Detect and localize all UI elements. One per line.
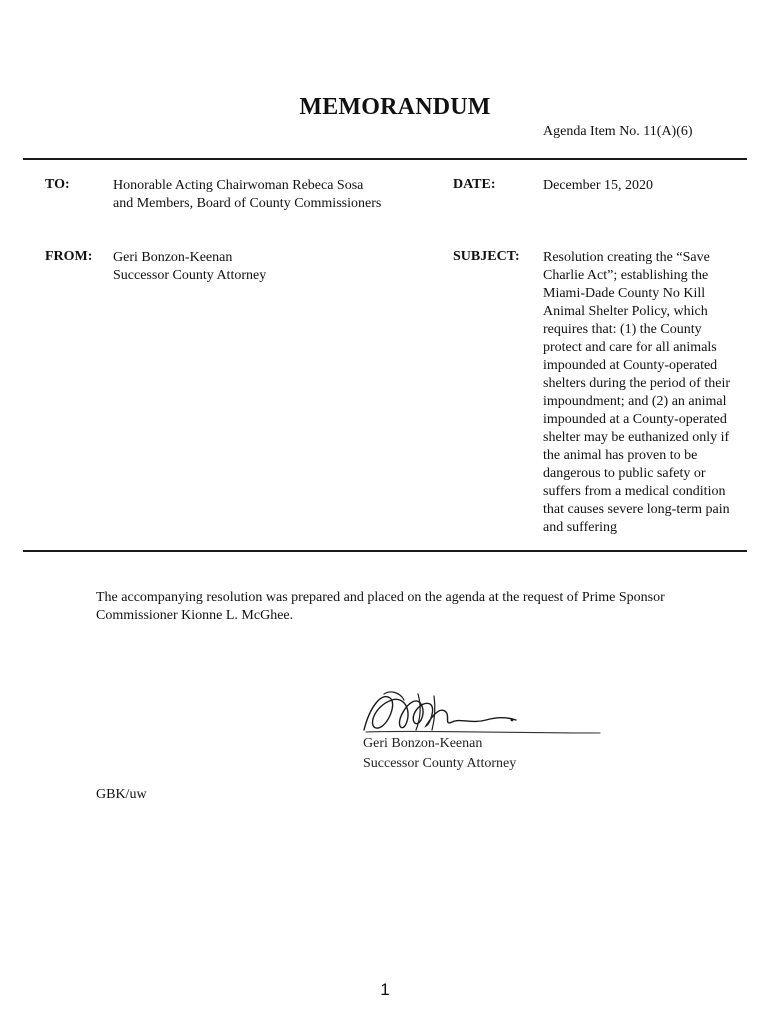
- subject-line: and suffering: [543, 520, 617, 535]
- signature-dot: [511, 719, 514, 722]
- subject-line: that causes severe long-term pain: [543, 502, 730, 517]
- date-value: December 15, 2020: [543, 178, 654, 193]
- signatory-title: Successor County Attorney: [363, 756, 517, 771]
- handwritten-signature: [360, 686, 602, 738]
- header-divider: [23, 158, 747, 160]
- date-label: DATE:: [453, 177, 496, 192]
- subject-line: protect and care for all animals: [543, 340, 717, 355]
- signatory-block: [363, 734, 516, 774]
- subject-line: Miami-Dade County No Kill: [543, 286, 706, 301]
- to-line: Honorable Acting Chairwoman Rebeca Sosa: [113, 178, 364, 193]
- subject-line: Charlie Act”; establishing the: [543, 268, 709, 283]
- subject-line: the animal has proven to be: [543, 448, 698, 463]
- agenda-item-number: Agenda Item No. 11(A)(6): [543, 124, 693, 139]
- memo-title: MEMORANDUM: [299, 94, 491, 120]
- body-line: Commissioner Kionne L. McGhee.: [96, 608, 294, 623]
- memo-body-paragraph: [96, 589, 736, 625]
- subject-line: shelter may be euthanized only if: [543, 430, 730, 445]
- subject-text: [543, 249, 753, 537]
- subject-line: dangerous to public safety or: [543, 466, 706, 481]
- page-number: 1: [380, 980, 390, 999]
- subject-line: impounded at a County-operated: [543, 412, 727, 427]
- body-line: The accompanying resolution was prepared and placed on the agenda at the request of Prime Sponsor: [96, 590, 665, 605]
- subject-line: Resolution creating the “Save: [543, 250, 710, 265]
- typist-initials: GBK/uw: [96, 787, 147, 802]
- body-divider: [23, 550, 747, 552]
- subject-line: impounded at County-operated: [543, 358, 718, 373]
- subject-line: impoundment; and (2) an animal: [543, 394, 727, 409]
- from-line: Successor County Attorney: [113, 268, 267, 283]
- to-label: TO:: [45, 177, 70, 192]
- to-line: and Members, Board of County Commissioners: [113, 196, 382, 211]
- signature-stroke: [364, 697, 516, 730]
- subject-line: requires that: (1) the County: [543, 322, 702, 337]
- signatory-name: Geri Bonzon-Keenan: [363, 736, 483, 751]
- signature-stroke: [366, 731, 600, 733]
- subject-label: SUBJECT:: [453, 249, 520, 264]
- subject-line: suffers from a medical condition: [543, 484, 726, 499]
- from-label: FROM:: [45, 249, 93, 264]
- subject-line: Animal Shelter Policy, which: [543, 304, 708, 319]
- from-sender: [113, 249, 413, 285]
- to-recipient: [113, 177, 433, 213]
- subject-line: shelters during the period of their: [543, 376, 731, 391]
- from-line: Geri Bonzon-Keenan: [113, 250, 233, 265]
